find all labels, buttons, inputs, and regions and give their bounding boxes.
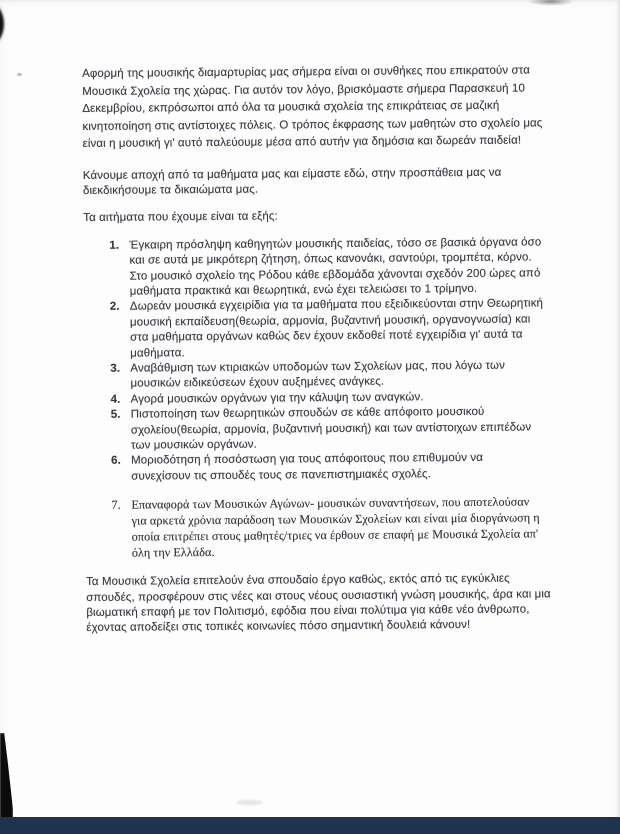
page-edge-shading-right: [616, 0, 620, 817]
page-edge-shading-top: [0, 0, 620, 3]
demand-number: 3.: [110, 362, 121, 375]
demand-text: Αγορά μουσικών οργάνων για την κάλυψη των αναγκών.: [130, 391, 424, 406]
scan-artifact-speck: [17, 73, 22, 76]
demand-number: 4.: [110, 393, 121, 406]
opening-paragraph: Αφορμή της μουσικής διαμαρτυρίας μας σήμερα είναι οι συνθήκες που επικρατούν στα Μουσικά Σχολεία της χώρας. Για αυτόν τον λόγο, βρισκόμαστε σήμερα Παρασκευή 10 Δεκεμβρίου, εκπρόσωποι από όλα τα μουσικά σχολεία της επικράτειας σε μαζική κινητοποίηση στις αντίστοιχες πόλεις. Ο τρόπος έκφρασης των μαθητών στο σχολείο μας είναι η μουσική γι' αυτό παλεύουμε μέσα από αυτήν για δημόσια και δωρεάν παιδεία!: [82, 64, 543, 150]
demands-list: [83, 235, 552, 561]
scan-artifact-smudge: [528, 0, 574, 6]
closing-paragraph: Τα Μουσικά Σχολεία επιτελούν ένα σπουδαίο έργο καθώς, εκτός από τις εγκύκλιες σπουδές, προσφέρουν στις νέες και στους νέους ουσιαστική γνώση μουσικής, άρα και μια βιωματική επαφή με τον Πολιτισμό, εφόδια που είναι πολύτιμα για κάθε νέο άνθρωπο, έχοντας αποδείξει στις τοπικές κοινωνίες πόσο σημαντική δουλειά κάνουν!: [86, 572, 551, 635]
demand-text: Μοριοδότηση ή ποσόστωση για τους απόφοιτους που επιθυμούν να συνεχίσουν τις σπουδές τους σε πανεπιστημιακές σχολές.: [131, 452, 484, 483]
abstention-paragraph: Κάνουμε αποχή από τα μαθήματα μας και είμαστε εδώ, στην προσπάθεια μας να διεκδικήσουμε τα δικαιώματα μας.: [82, 166, 502, 197]
demand-number: 6.: [111, 455, 121, 468]
demands-intro-line: Τα αιτήματα που έχουμε είναι τα εξής:: [83, 210, 278, 225]
scan-artifact-speck: [237, 800, 263, 805]
demand-text: Αναβάθμιση των κτιριακών υποδομών των Σχολείων μας, που λόγω των μουσικών ειδικεύσεων έχουν αυξημένες ανάγκες.: [130, 359, 505, 391]
demand-text: Δωρεάν μουσικά εγχειρίδια για τα μαθήματα που εξειδικεύονται στην Θεωρητική μουσική εκπαίδευση(θεωρία, αρμονία, βυζαντινή μουσική, οργανογνωσία) και στα μαθήματα οργάνων καθώς δεν έχουν εκδοθεί ποτέ εγχειρίδια γι' αυτά τα μαθήματα.: [129, 297, 544, 360]
demand-item-7: [85, 494, 551, 562]
demand-item-1: [83, 235, 549, 300]
demand-text: Επαναφορά των Μουσικών Αγώνων- μουσικών συναντήσεων, που αποτελούσαν για αρκετά χρόνια παράδοση των Μουσικών Σχολείων και είναι μία διοργάνωση η οποία επιτρέπει στους μαθητές/τριες να έρθουν σε επαφή με Μουσικά Σχολεία απ' όλη την Ελλάδα.: [131, 494, 540, 560]
demand-item-3: [84, 358, 550, 392]
demand-number: 5.: [110, 408, 121, 421]
document-text-block: [82, 62, 552, 636]
demand-number: 2.: [109, 301, 120, 314]
demand-text: Πιστοποίηση των θεωρητικών σπουδών σε κάθε απόφοιτο μουσικού σχολείου(θεωρία, αρμονία, βυζαντινή μουσική) και των αντίστοιχων επιπέδων των μουσικών οργάνων.: [130, 406, 532, 452]
demand-number: 1.: [109, 239, 120, 252]
demand-number: 7.: [111, 497, 121, 513]
demand-item-5: [85, 405, 551, 455]
scan-artifact-blob: [0, 733, 13, 818]
footer-bar: [0, 817, 620, 834]
scan-artifact-circle: [0, 3, 4, 45]
demand-item-6: [85, 451, 551, 485]
demand-text: Έγκαιρη πρόσληψη καθηγητών μουσικής παιδείας, τόσο σε βασικά όργανα όσο και σε αυτά με μικρότερη ζήτηση, όπως κανονάκι, σαντούρι, τρομπέτα, κόρνο. Στο μουσικό σχολείο της Ρόδου κάθε εβδομάδα χάνονται σχεδόν 200 ώρες από μαθήματα πρακτικά και θεωρητικά, ενώ έχει τελειώσει το 1 τρίμηνο.: [129, 236, 542, 298]
demand-item-2: [84, 297, 550, 362]
